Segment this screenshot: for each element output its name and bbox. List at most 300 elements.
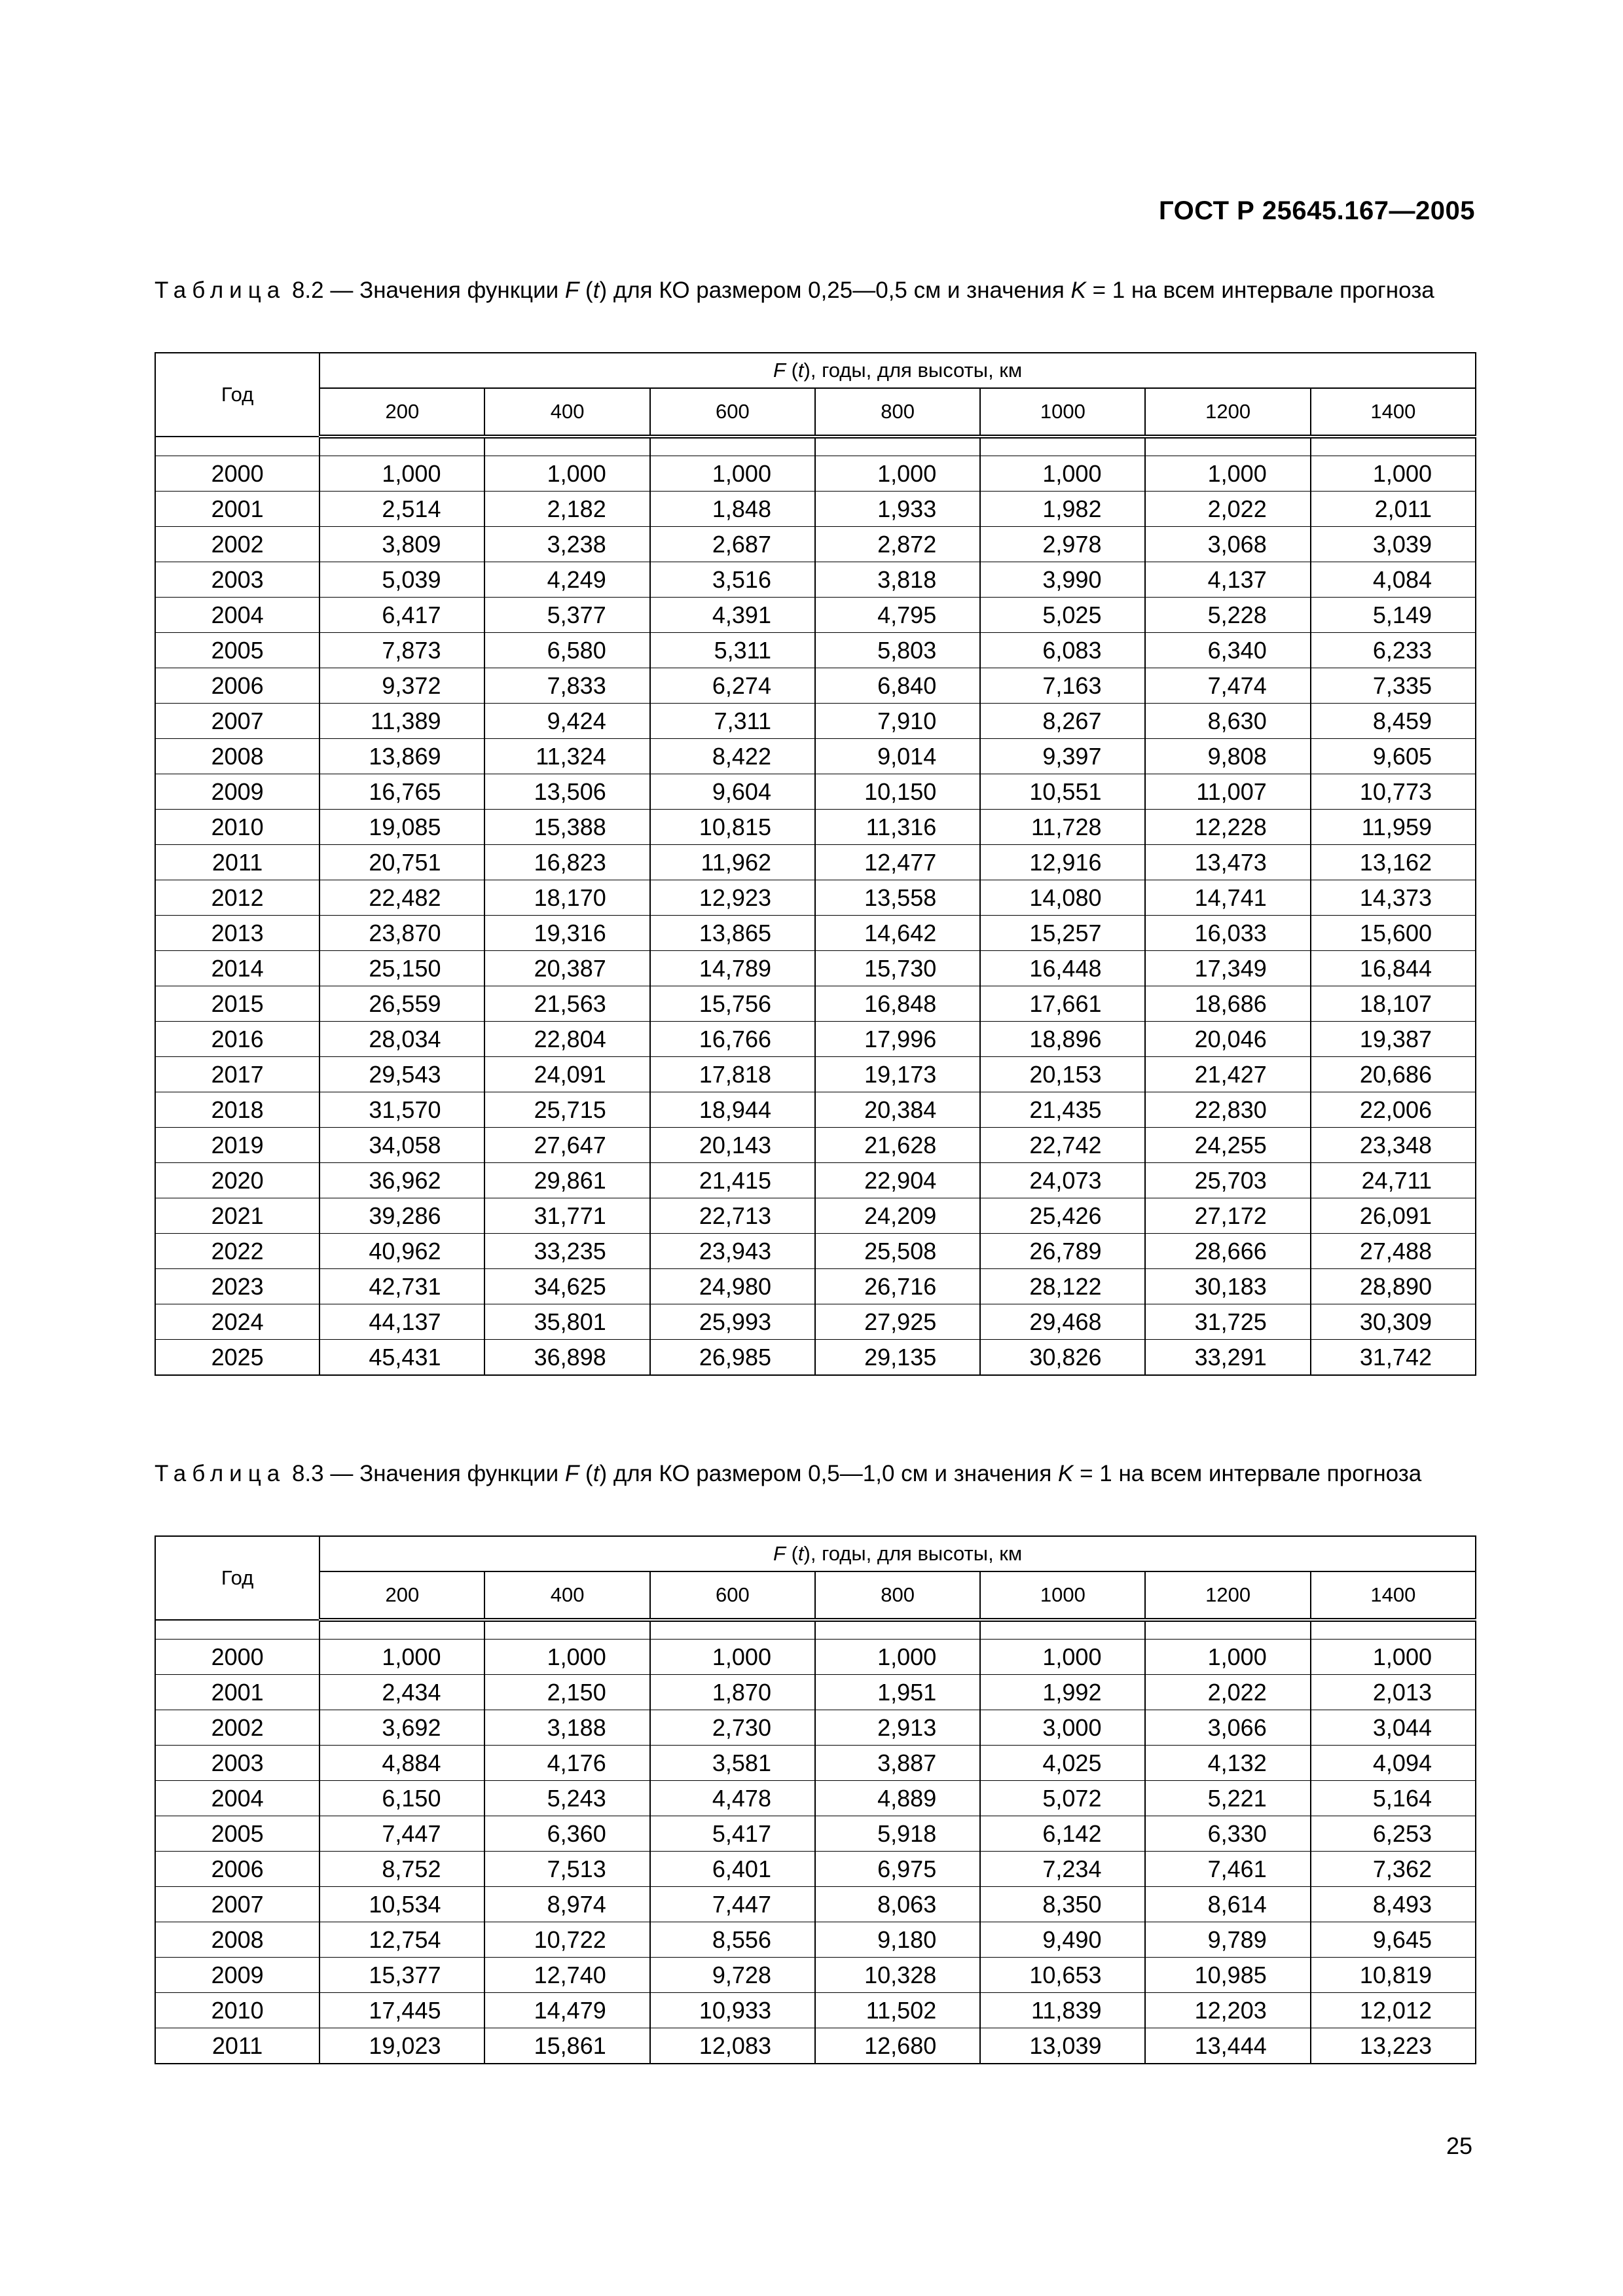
table-row <box>155 951 1476 986</box>
table-row <box>155 916 1476 951</box>
altitude-header: 400 <box>484 1571 649 1620</box>
value-cell: 6,233 <box>1311 633 1476 668</box>
value-cell: 5,417 <box>650 1816 815 1852</box>
value-cell: 14,479 <box>484 1993 649 2028</box>
year-cell: 2008 <box>155 1922 319 1958</box>
value-cell: 2,011 <box>1311 492 1476 527</box>
table-8-3-caption: Таблица 8.3 — Значения функции F (t) для КО размером 0,5—1,0 см и значения K = 1 на всем интервале прогноза <box>155 1461 1422 1486</box>
value-cell: 14,373 <box>1311 880 1476 916</box>
value-cell: 21,415 <box>650 1163 815 1198</box>
year-cell: 2023 <box>155 1269 319 1304</box>
value-cell: 22,742 <box>980 1128 1145 1163</box>
value-cell: 7,461 <box>1145 1852 1310 1887</box>
value-cell: 16,844 <box>1311 951 1476 986</box>
value-cell: 6,274 <box>650 668 815 704</box>
value-cell: 25,993 <box>650 1304 815 1340</box>
value-cell: 26,091 <box>1311 1198 1476 1234</box>
value-cell: 2,022 <box>1145 1675 1310 1710</box>
value-cell: 1,951 <box>815 1675 980 1710</box>
year-cell: 2025 <box>155 1340 319 1376</box>
value-cell: 22,830 <box>1145 1092 1310 1128</box>
year-cell: 2002 <box>155 1710 319 1746</box>
value-cell: 7,513 <box>484 1852 649 1887</box>
value-cell: 39,286 <box>319 1198 484 1234</box>
caption-number: 8.2 <box>291 278 324 303</box>
value-cell: 9,490 <box>980 1922 1145 1958</box>
value-cell: 11,728 <box>980 810 1145 845</box>
year-cell: 2004 <box>155 1781 319 1816</box>
year-cell: 2001 <box>155 1675 319 1710</box>
spacer-cell <box>815 1620 980 1640</box>
value-cell: 20,751 <box>319 845 484 880</box>
table-row <box>155 1887 1476 1922</box>
value-cell: 3,188 <box>484 1710 649 1746</box>
caption-arg: t <box>593 278 600 303</box>
value-cell: 5,377 <box>484 598 649 633</box>
spacer-cell <box>650 1620 815 1640</box>
table-row <box>155 810 1476 845</box>
value-cell: 1,933 <box>815 492 980 527</box>
altitude-header: 400 <box>484 388 649 437</box>
value-cell: 11,316 <box>815 810 980 845</box>
value-cell: 21,563 <box>484 986 649 1022</box>
value-cell: 12,740 <box>484 1958 649 1993</box>
value-cell: 2,730 <box>650 1710 815 1746</box>
value-cell: 3,238 <box>484 527 649 562</box>
value-cell: 2,978 <box>980 527 1145 562</box>
value-cell: 16,765 <box>319 774 484 810</box>
spacer-cell <box>319 1620 484 1640</box>
value-cell: 3,887 <box>815 1746 980 1781</box>
table-row <box>155 1852 1476 1887</box>
value-cell: 2,013 <box>1311 1675 1476 1710</box>
value-cell: 10,933 <box>650 1993 815 2028</box>
year-cell: 2003 <box>155 1746 319 1781</box>
value-cell: 20,387 <box>484 951 649 986</box>
year-cell: 2006 <box>155 1852 319 1887</box>
value-cell: 3,581 <box>650 1746 815 1781</box>
year-cell: 2003 <box>155 562 319 598</box>
table-8-2-caption: Таблица 8.2 — Значения функции F (t) для КО размером 0,25—0,5 см и значения K = 1 на всем интервале прогноза <box>155 278 1434 303</box>
value-cell: 23,943 <box>650 1234 815 1269</box>
header-func: F <box>773 359 786 382</box>
value-cell: 18,686 <box>1145 986 1310 1022</box>
value-cell: 1,982 <box>980 492 1145 527</box>
value-cell: 12,754 <box>319 1922 484 1958</box>
value-cell: 6,360 <box>484 1816 649 1852</box>
value-cell: 31,771 <box>484 1198 649 1234</box>
year-cell: 2018 <box>155 1092 319 1128</box>
caption-k: K <box>1058 1461 1074 1486</box>
value-cell: 27,647 <box>484 1128 649 1163</box>
value-cell: 24,209 <box>815 1198 980 1234</box>
spacer-cell <box>815 437 980 456</box>
value-cell: 16,448 <box>980 951 1145 986</box>
year-cell: 2011 <box>155 2028 319 2064</box>
year-cell: 2002 <box>155 527 319 562</box>
year-cell: 2007 <box>155 704 319 739</box>
function-group-header: F (t), годы, для высоты, км <box>319 1536 1476 1571</box>
value-cell: 1,000 <box>319 1640 484 1675</box>
value-cell: 5,228 <box>1145 598 1310 633</box>
value-cell: 10,773 <box>1311 774 1476 810</box>
value-cell: 21,427 <box>1145 1057 1310 1092</box>
altitude-header: 1200 <box>1145 1571 1310 1620</box>
value-cell: 8,063 <box>815 1887 980 1922</box>
table-row <box>155 1092 1476 1128</box>
value-cell: 11,839 <box>980 1993 1145 2028</box>
value-cell: 3,068 <box>1145 527 1310 562</box>
year-cell: 2013 <box>155 916 319 951</box>
value-cell: 17,818 <box>650 1057 815 1092</box>
value-cell: 35,801 <box>484 1304 649 1340</box>
value-cell: 24,073 <box>980 1163 1145 1198</box>
value-cell: 13,162 <box>1311 845 1476 880</box>
value-cell: 7,362 <box>1311 1852 1476 1887</box>
value-cell: 12,680 <box>815 2028 980 2064</box>
table-row <box>155 739 1476 774</box>
value-cell: 9,808 <box>1145 739 1310 774</box>
value-cell: 12,477 <box>815 845 980 880</box>
value-cell: 9,180 <box>815 1922 980 1958</box>
value-cell: 10,150 <box>815 774 980 810</box>
table-row <box>155 1640 1476 1675</box>
year-cell: 2010 <box>155 1993 319 2028</box>
table-row <box>155 1340 1476 1376</box>
value-cell: 9,645 <box>1311 1922 1476 1958</box>
value-cell: 7,163 <box>980 668 1145 704</box>
value-cell: 7,873 <box>319 633 484 668</box>
function-group-header: F (t), годы, для высоты, км <box>319 353 1476 388</box>
table-row <box>155 1816 1476 1852</box>
page-number: 25 <box>1446 2132 1472 2159</box>
value-cell: 22,006 <box>1311 1092 1476 1128</box>
value-cell: 36,962 <box>319 1163 484 1198</box>
value-cell: 15,730 <box>815 951 980 986</box>
value-cell: 22,904 <box>815 1163 980 1198</box>
year-cell: 2020 <box>155 1163 319 1198</box>
value-cell: 7,311 <box>650 704 815 739</box>
value-cell: 1,000 <box>484 456 649 492</box>
value-cell: 14,642 <box>815 916 980 951</box>
value-cell: 3,809 <box>319 527 484 562</box>
value-cell: 1,000 <box>650 456 815 492</box>
year-cell: 2011 <box>155 845 319 880</box>
spacer-cell <box>155 1620 319 1640</box>
value-cell: 3,818 <box>815 562 980 598</box>
value-cell: 13,444 <box>1145 2028 1310 2064</box>
value-cell: 10,551 <box>980 774 1145 810</box>
value-cell: 2,022 <box>1145 492 1310 527</box>
table-row <box>155 1234 1476 1269</box>
value-cell: 8,350 <box>980 1887 1145 1922</box>
table-row <box>155 845 1476 880</box>
table-row <box>155 1710 1476 1746</box>
value-cell: 5,918 <box>815 1816 980 1852</box>
year-cell: 2021 <box>155 1198 319 1234</box>
value-cell: 33,291 <box>1145 1340 1310 1376</box>
spacer-cell <box>1145 1620 1310 1640</box>
year-cell: 2012 <box>155 880 319 916</box>
table-row <box>155 1993 1476 2028</box>
value-cell: 15,756 <box>650 986 815 1022</box>
value-cell: 5,243 <box>484 1781 649 1816</box>
altitude-header: 800 <box>815 388 980 437</box>
value-cell: 30,826 <box>980 1340 1145 1376</box>
value-cell: 3,000 <box>980 1710 1145 1746</box>
value-cell: 10,815 <box>650 810 815 845</box>
value-cell: 1,000 <box>1145 1640 1310 1675</box>
year-cell: 2024 <box>155 1304 319 1340</box>
value-cell: 12,083 <box>650 2028 815 2064</box>
value-cell: 13,869 <box>319 739 484 774</box>
altitude-header: 200 <box>319 1571 484 1620</box>
value-cell: 18,170 <box>484 880 649 916</box>
value-cell: 13,506 <box>484 774 649 810</box>
value-cell: 30,183 <box>1145 1269 1310 1304</box>
year-cell: 2022 <box>155 1234 319 1269</box>
year-cell: 2019 <box>155 1128 319 1163</box>
value-cell: 9,789 <box>1145 1922 1310 1958</box>
value-cell: 26,789 <box>980 1234 1145 1269</box>
value-cell: 1,000 <box>1311 1640 1476 1675</box>
altitude-header: 600 <box>650 1571 815 1620</box>
caption-text: — Значения функции <box>323 278 565 303</box>
value-cell: 27,172 <box>1145 1198 1310 1234</box>
value-cell: 4,132 <box>1145 1746 1310 1781</box>
value-cell: 1,000 <box>980 456 1145 492</box>
value-cell: 6,340 <box>1145 633 1310 668</box>
value-cell: 29,861 <box>484 1163 649 1198</box>
table-row <box>155 1675 1476 1710</box>
value-cell: 34,058 <box>319 1128 484 1163</box>
table-row <box>155 633 1476 668</box>
value-cell: 27,488 <box>1311 1234 1476 1269</box>
value-cell: 17,661 <box>980 986 1145 1022</box>
document-code: ГОСТ Р 25645.167—2005 <box>1158 196 1475 225</box>
value-cell: 45,431 <box>319 1340 484 1376</box>
value-cell: 4,795 <box>815 598 980 633</box>
value-cell: 18,107 <box>1311 986 1476 1022</box>
altitude-header: 200 <box>319 388 484 437</box>
value-cell: 5,221 <box>1145 1781 1310 1816</box>
table-8-3 <box>155 1535 1476 2064</box>
value-cell: 1,000 <box>484 1640 649 1675</box>
value-cell: 2,514 <box>319 492 484 527</box>
table-row <box>155 1022 1476 1057</box>
value-cell: 12,923 <box>650 880 815 916</box>
value-cell: 27,925 <box>815 1304 980 1340</box>
spacer-cell <box>1311 1620 1476 1640</box>
table-row <box>155 456 1476 492</box>
value-cell: 9,728 <box>650 1958 815 1993</box>
value-cell: 14,741 <box>1145 880 1310 916</box>
value-cell: 5,164 <box>1311 1781 1476 1816</box>
value-cell: 22,713 <box>650 1198 815 1234</box>
value-cell: 7,910 <box>815 704 980 739</box>
header-arg: t <box>797 1542 804 1565</box>
value-cell: 33,235 <box>484 1234 649 1269</box>
value-cell: 8,752 <box>319 1852 484 1887</box>
value-cell: 1,848 <box>650 492 815 527</box>
spacer-cell <box>1311 437 1476 456</box>
spacer-cell <box>155 437 319 456</box>
altitude-header: 600 <box>650 388 815 437</box>
value-cell: 7,833 <box>484 668 649 704</box>
caption-k: K <box>1070 278 1086 303</box>
value-cell: 10,819 <box>1311 1958 1476 1993</box>
value-cell: 19,387 <box>1311 1022 1476 1057</box>
table-row <box>155 704 1476 739</box>
value-cell: 31,742 <box>1311 1340 1476 1376</box>
value-cell: 9,605 <box>1311 739 1476 774</box>
value-cell: 4,391 <box>650 598 815 633</box>
value-cell: 4,884 <box>319 1746 484 1781</box>
caption-number: 8.3 <box>291 1461 324 1486</box>
value-cell: 18,896 <box>980 1022 1145 1057</box>
value-cell: 6,150 <box>319 1781 484 1816</box>
table-row <box>155 492 1476 527</box>
value-cell: 6,417 <box>319 598 484 633</box>
caption-text: для КО размером 0,5—1,0 см и значения <box>607 1461 1059 1486</box>
value-cell: 4,176 <box>484 1746 649 1781</box>
value-cell: 1,000 <box>1311 456 1476 492</box>
caption-func: F <box>564 1461 579 1486</box>
value-cell: 1,000 <box>815 456 980 492</box>
value-cell: 12,916 <box>980 845 1145 880</box>
value-cell: 9,014 <box>815 739 980 774</box>
value-cell: 19,316 <box>484 916 649 951</box>
value-cell: 8,974 <box>484 1887 649 1922</box>
year-cell: 2010 <box>155 810 319 845</box>
caption-func: F <box>564 278 579 303</box>
value-cell: 3,990 <box>980 562 1145 598</box>
value-cell: 18,944 <box>650 1092 815 1128</box>
year-cell: 2016 <box>155 1022 319 1057</box>
value-cell: 14,789 <box>650 951 815 986</box>
spacer-cell <box>980 437 1145 456</box>
year-column-header: Год <box>155 1536 319 1620</box>
value-cell: 29,468 <box>980 1304 1145 1340</box>
value-cell: 6,580 <box>484 633 649 668</box>
table-row <box>155 880 1476 916</box>
value-cell: 10,653 <box>980 1958 1145 1993</box>
value-cell: 22,482 <box>319 880 484 916</box>
altitude-header: 1200 <box>1145 388 1310 437</box>
value-cell: 19,173 <box>815 1057 980 1092</box>
value-cell: 15,257 <box>980 916 1145 951</box>
year-cell: 2001 <box>155 492 319 527</box>
value-cell: 1,870 <box>650 1675 815 1710</box>
value-cell: 16,823 <box>484 845 649 880</box>
table-row <box>155 1781 1476 1816</box>
year-column-header: Год <box>155 353 319 437</box>
altitude-header: 1400 <box>1311 388 1476 437</box>
value-cell: 21,435 <box>980 1092 1145 1128</box>
header-arg: t <box>797 359 804 382</box>
value-cell: 6,840 <box>815 668 980 704</box>
value-cell: 28,666 <box>1145 1234 1310 1269</box>
year-cell: 2014 <box>155 951 319 986</box>
table-row <box>155 562 1476 598</box>
year-cell: 2009 <box>155 1958 319 1993</box>
value-cell: 40,962 <box>319 1234 484 1269</box>
value-cell: 25,508 <box>815 1234 980 1269</box>
year-cell: 2004 <box>155 598 319 633</box>
table-row <box>155 527 1476 562</box>
value-cell: 13,558 <box>815 880 980 916</box>
value-cell: 29,543 <box>319 1057 484 1092</box>
value-cell: 36,898 <box>484 1340 649 1376</box>
table-row <box>155 1163 1476 1198</box>
value-cell: 2,872 <box>815 527 980 562</box>
value-cell: 24,255 <box>1145 1128 1310 1163</box>
value-cell: 5,803 <box>815 633 980 668</box>
table-row <box>155 1746 1476 1781</box>
value-cell: 11,389 <box>319 704 484 739</box>
value-cell: 3,692 <box>319 1710 484 1746</box>
value-cell: 3,039 <box>1311 527 1476 562</box>
value-cell: 25,703 <box>1145 1163 1310 1198</box>
table-row <box>155 1128 1476 1163</box>
value-cell: 21,628 <box>815 1128 980 1163</box>
year-cell: 2000 <box>155 1640 319 1675</box>
caption-text: — Значения функции <box>323 1461 565 1486</box>
year-cell: 2009 <box>155 774 319 810</box>
value-cell: 4,025 <box>980 1746 1145 1781</box>
value-cell: 11,959 <box>1311 810 1476 845</box>
value-cell: 29,135 <box>815 1340 980 1376</box>
year-cell: 2006 <box>155 668 319 704</box>
value-cell: 4,084 <box>1311 562 1476 598</box>
value-cell: 4,094 <box>1311 1746 1476 1781</box>
spacer-cell <box>650 437 815 456</box>
value-cell: 16,033 <box>1145 916 1310 951</box>
spacer-cell <box>1145 437 1310 456</box>
table-row <box>155 1198 1476 1234</box>
value-cell: 7,447 <box>319 1816 484 1852</box>
value-cell: 14,080 <box>980 880 1145 916</box>
value-cell: 24,980 <box>650 1269 815 1304</box>
spacer-cell <box>484 437 649 456</box>
spacer-cell <box>484 1620 649 1640</box>
value-cell: 6,975 <box>815 1852 980 1887</box>
value-cell: 20,143 <box>650 1128 815 1163</box>
year-cell: 2015 <box>155 986 319 1022</box>
value-cell: 12,203 <box>1145 1993 1310 2028</box>
value-cell: 6,330 <box>1145 1816 1310 1852</box>
caption-label: Таблица <box>155 1461 286 1486</box>
value-cell: 19,085 <box>319 810 484 845</box>
value-cell: 17,996 <box>815 1022 980 1057</box>
value-cell: 25,150 <box>319 951 484 986</box>
value-cell: 5,311 <box>650 633 815 668</box>
table-row <box>155 1304 1476 1340</box>
year-cell: 2005 <box>155 633 319 668</box>
value-cell: 16,848 <box>815 986 980 1022</box>
year-cell: 2000 <box>155 456 319 492</box>
value-cell: 6,253 <box>1311 1816 1476 1852</box>
header-func: F <box>773 1542 786 1565</box>
value-cell: 7,335 <box>1311 668 1476 704</box>
value-cell: 26,985 <box>650 1340 815 1376</box>
value-cell: 6,083 <box>980 633 1145 668</box>
value-cell: 11,007 <box>1145 774 1310 810</box>
table-8-2 <box>155 352 1476 1376</box>
value-cell: 22,804 <box>484 1022 649 1057</box>
header-text: , годы, для высоты, км <box>810 1542 1023 1565</box>
caption-text: = 1 на всем интервале прогноза <box>1085 278 1434 303</box>
